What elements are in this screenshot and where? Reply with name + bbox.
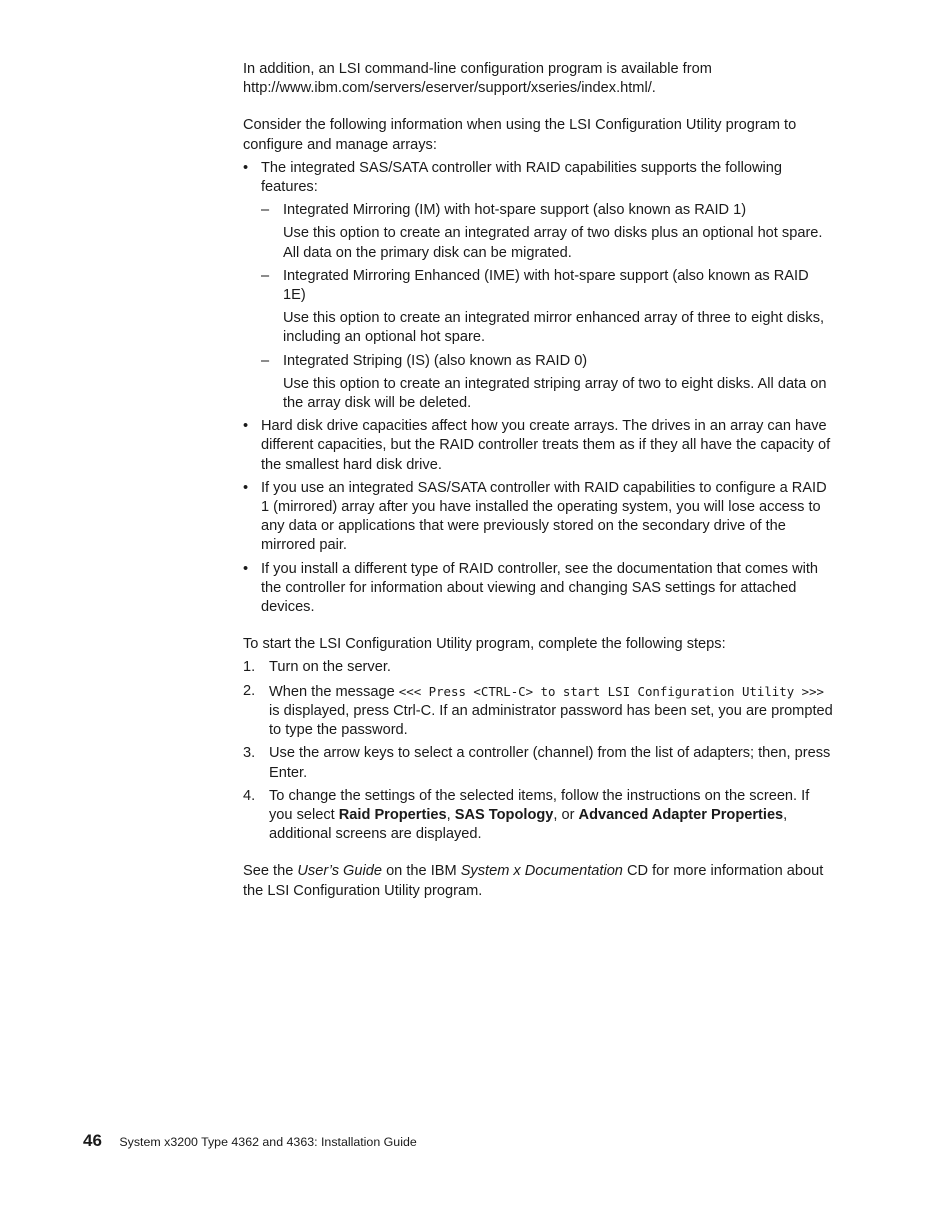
step-text: Use the arrow keys to select a controller (channel) from the list of adapters; then, press Enter. (269, 745, 831, 781)
separator: , or (553, 806, 579, 823)
bullet-text: If you use an integrated SAS/SATA controller with RAID capabilities to configure a RAID 1 (mirrored) array after you have installed the operating system, you will lose access to any data or applications that were previously stored on the secondary drive of the mirrored pair. (261, 479, 827, 554)
step-text-pre: To change the settings of the selected items, follow the instructions on the screen. If you select (269, 787, 810, 823)
list-item (243, 159, 835, 413)
documentation-cd-title: System x Documentation (460, 863, 623, 880)
page-number: 46 (83, 1131, 102, 1150)
bullet-text: Hard disk drive capacities affect how you create arrays. The drives in an array can have different capacities, but the RAID controller treats them as if they all have the capacity of the smallest hard disk drive. (261, 418, 831, 473)
raid-features-list (261, 201, 835, 413)
step-text-pre: When the message (269, 683, 399, 700)
page-footer (83, 1131, 417, 1151)
list-item (261, 267, 835, 348)
dash-icon: – (261, 202, 270, 219)
see-paragraph (243, 862, 835, 900)
footer-title: System x3200 Type 4362 and 4363: Installation Guide (119, 1135, 417, 1149)
bullet-icon: • (243, 479, 249, 496)
step-text-post: , additional screens are displayed. (269, 806, 788, 843)
console-message: <<< Press <CTRL-C> to start LSI Configuration Utility >>> (398, 683, 825, 699)
feature-title: Integrated Striping (IS) (also known as RAID 0) (283, 352, 588, 369)
intro-line-1: In addition, an LSI command-line configuration program is available from (243, 61, 712, 77)
feature-title: Integrated Mirroring (IM) with hot-spare support (also known as RAID 1) (283, 202, 747, 219)
raid-properties-term: Raid Properties (338, 806, 447, 823)
list-item (243, 560, 835, 618)
bullet-icon: • (243, 159, 249, 176)
step-item (243, 658, 835, 677)
bullet-icon: • (243, 418, 249, 435)
step-number: 2. (243, 682, 256, 699)
bullet-text: If you install a different type of RAID controller, see the documentation that comes with the controller for information about viewing and changing SAS settings for attached devices. (261, 560, 819, 616)
start-paragraph: To start the LSI Configuration Utility program, complete the following steps: (243, 636, 726, 653)
feature-title: Integrated Mirroring Enhanced (IME) with hot-spare support (also known as RAID 1E) (283, 267, 809, 304)
separator: , (446, 806, 455, 823)
list-item (261, 201, 835, 263)
see-text-mid: on the IBM (382, 863, 461, 880)
step-item (243, 744, 835, 782)
feature-description: Use this option to create an integrated striping array of two to eight disks. All data on the array disk will be deleted. (283, 375, 827, 412)
see-text-post: CD for more information about the LSI Configuration Utility program. (243, 863, 824, 899)
step-text-post: is displayed, press Ctrl-C. If an administrator password has been set, you are prompted to type the password. (269, 702, 833, 739)
intro-url: http://www.ibm.com/servers/eserver/support/xseries/index.html/. (243, 80, 656, 97)
list-item (261, 352, 835, 414)
step-number: 1. (243, 659, 256, 676)
step-item (243, 787, 835, 845)
bullet-text: The integrated SAS/SATA controller with RAID capabilities supports the following features: (261, 159, 783, 196)
step-text: Turn on the server. (269, 659, 391, 676)
advanced-adapter-properties-term: Advanced Adapter Properties (578, 806, 784, 823)
list-item (243, 479, 835, 556)
feature-description: Use this option to create an integrated mirror enhanced array of three to eight disks, including an optional hot spare. (283, 310, 825, 346)
users-guide-title: User’s Guide (297, 863, 383, 880)
step-item (243, 682, 835, 741)
body-content (243, 60, 835, 901)
sas-topology-term: SAS Topology (454, 806, 554, 823)
step-number: 3. (243, 745, 256, 762)
steps-list (243, 658, 835, 844)
see-text-pre: See the (243, 863, 298, 880)
considerations-list (243, 159, 835, 617)
step-number: 4. (243, 787, 256, 804)
feature-description: Use this option to create an integrated array of two disks plus an optional hot spare. All data on the primary disk can be migrated. (283, 225, 823, 261)
list-item (243, 417, 835, 475)
bullet-icon: • (243, 560, 249, 577)
dash-icon: – (261, 267, 270, 284)
intro-paragraph (243, 60, 835, 98)
dash-icon: – (261, 352, 270, 369)
consider-paragraph: Consider the following information when using the LSI Configuration Utility program to configure and manage arrays: (243, 117, 797, 153)
